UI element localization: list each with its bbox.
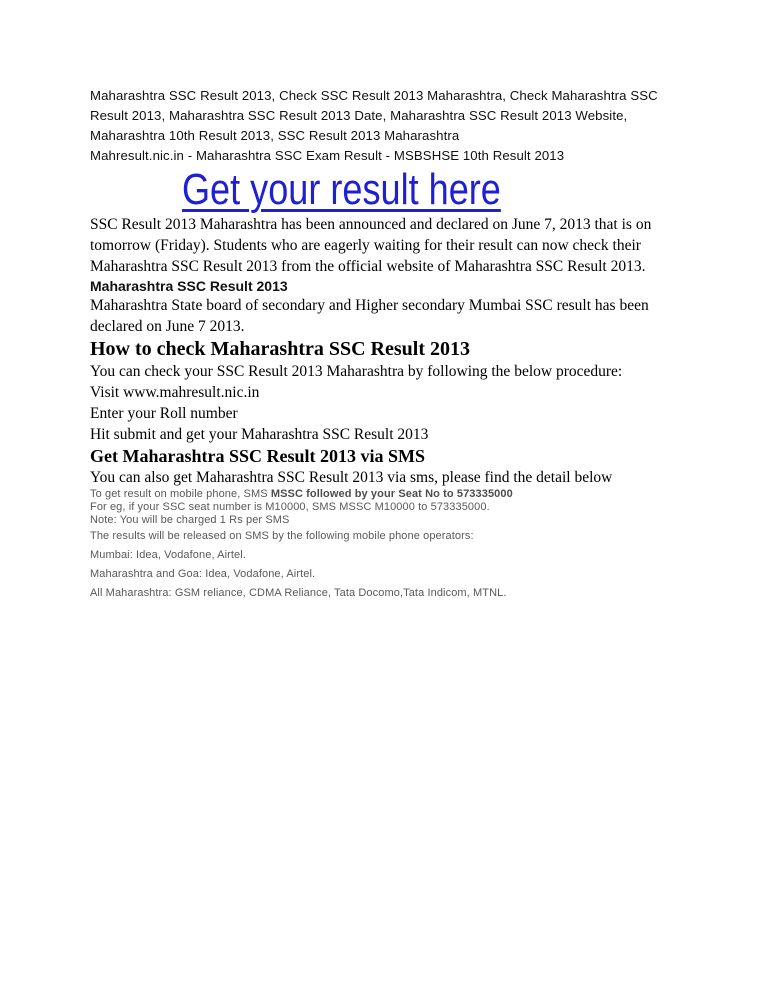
how-to-check-heading: How to check Maharashtra SSC Result 2013 (90, 338, 470, 360)
procedure-steps (90, 382, 690, 445)
sms-example-line: For eg, if your SSC seat number is M10000, SMS MSSC M10000 to 573335000. (90, 501, 490, 513)
operators-all-maharashtra: All Maharashtra: GSM reliance, CDMA Reliance, Tata Docomo,Tata Indicom, MTNL. (90, 587, 507, 599)
operators-intro: The results will be released on SMS by the following mobile phone operators: (90, 530, 474, 542)
sms-detail-line (90, 488, 690, 501)
sms-detail-prefix: To get result on mobile phone, SMS (90, 488, 271, 500)
operators-block (90, 527, 690, 603)
procedure-intro: You can check your SSC Result 2013 Maharashtra by following the below procedure: (90, 363, 623, 380)
step-visit-website: Visit www.mahresult.nic.in (90, 384, 260, 401)
operators-mumbai: Mumbai: Idea, Vodafone, Airtel. (90, 549, 246, 561)
document-subtitle: Mahresult.nic.in - Maharashtra SSC Exam Result - MSBSHSE 10th Result 2013 (90, 148, 565, 163)
sms-detail-bold: MSSC followed by your Seat No to 573335000 (270, 488, 513, 500)
sms-heading: Get Maharashtra SSC Result 2013 via SMS (90, 446, 426, 466)
seo-keywords-paragraph: Maharashtra SSC Result 2013, Check SSC Result 2013 Maharashtra, Check Maharashtra SSC Result 2013, Maharashtra SSC Result 2013 Date, Maharashtra SSC Result 2013 Website, Maharashtra 10th Result 2013, SSC Result 2013 Maharashtra (90, 88, 658, 143)
step-hit-submit: Hit submit and get your Maharashtra SSC Result 2013 (90, 426, 429, 443)
operators-maharashtra-goa: Maharashtra and Goa: Idea, Vodafone, Airtel. (90, 568, 316, 580)
subhead-maharashtra-ssc-result: Maharashtra SSC Result 2013 (90, 278, 288, 294)
step-enter-roll-number: Enter your Roll number (90, 405, 238, 422)
intro-paragraph: SSC Result 2013 Maharashtra has been announced and declared on June 7, 2013 that is on tomorrow (Friday). Students who are eagerly waiting for their result can now check their Maharashtra SSC Result 2013 from the official website of Maharashtra SSC Result 2013. (90, 216, 652, 275)
sms-intro-paragraph: You can also get Maharashtra SSC Result 2013 via sms, please find the detail below (90, 469, 613, 486)
board-declaration-paragraph: Maharashtra State board of secondary and Higher secondary Mumbai SSC result has been declared on June 7 2013. (90, 297, 649, 335)
hero-link-row (41, 166, 641, 214)
sms-note-line: Note: You will be charged 1 Rs per SMS (90, 514, 290, 526)
get-your-result-link[interactable]: Get your result here (181, 165, 501, 214)
